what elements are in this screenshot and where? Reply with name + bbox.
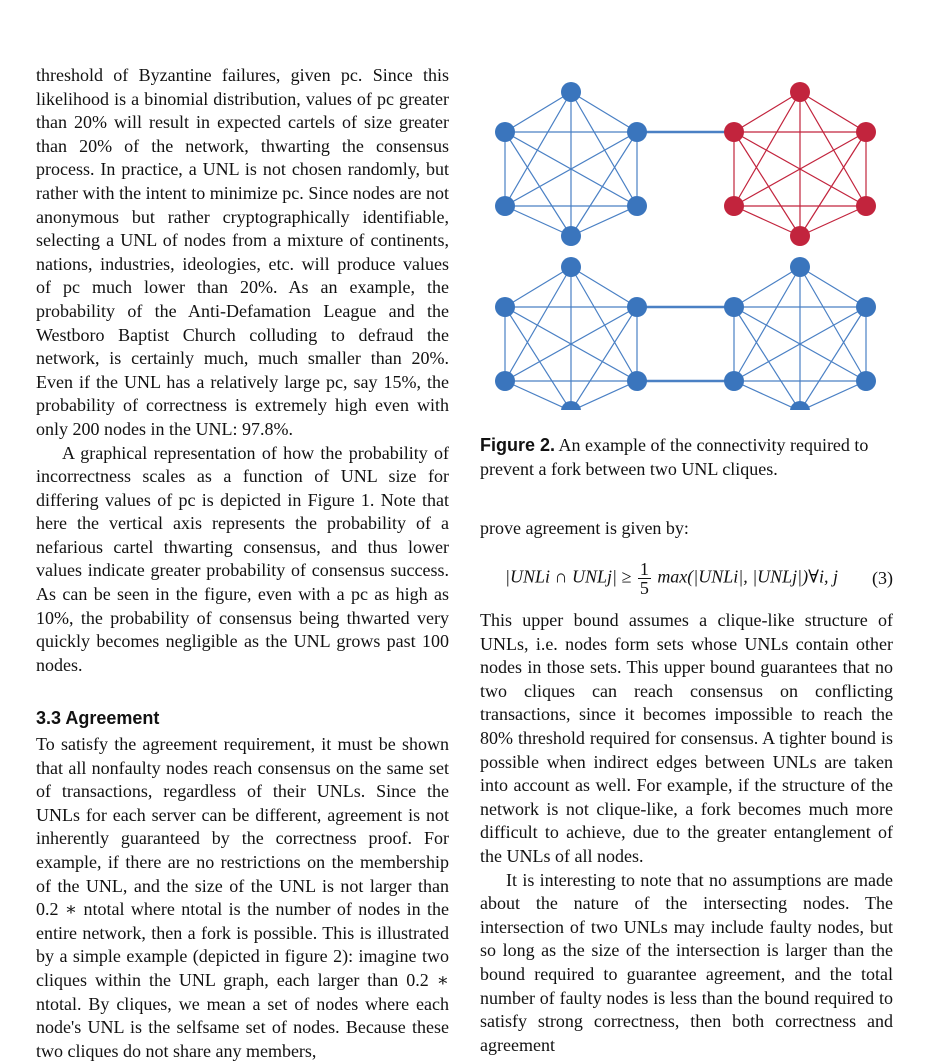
top-left-node xyxy=(627,122,647,142)
bottom-right-clique-edge xyxy=(800,267,866,307)
bottom-right-node xyxy=(856,371,876,391)
bottom-left-clique-edge xyxy=(505,307,571,410)
top-right-node xyxy=(856,122,876,142)
bottom-left-node xyxy=(495,371,515,391)
top-right-clique-edge xyxy=(734,92,800,132)
bottom-right-node xyxy=(856,297,876,317)
bottom-left-clique-edge xyxy=(505,267,571,307)
top-left-node xyxy=(495,122,515,142)
equation-number: (3) xyxy=(872,567,893,588)
paragraph-upper-bound: This upper bound assumes a clique-like structure of UNLs, i.e. nodes form sets whose UNLs contain other nodes in those sets. This upper bound guarantees that no two cliques can reach consensus on conflicting transactions, since it becomes impossible to reach the 80% threshold required for consensus. A tighter bound is possible when indirect edges between UNLs are taken into account as well. For example, if the structure of the network is not clique-like, a fork becomes much more difficult to achieve, due to the greater entanglement of the UNLs of all nodes. xyxy=(480,610,893,866)
top-left-node xyxy=(495,196,515,216)
bottom-right-node xyxy=(724,297,744,317)
bottom-left-node xyxy=(561,401,581,410)
equation-body xyxy=(480,560,863,597)
equation-fraction-numerator: 1 xyxy=(639,558,649,579)
top-right-clique-edge xyxy=(734,92,800,206)
equation-lhs: |UNLi ∩ UNLj| ≥ xyxy=(505,566,632,587)
bottom-right-clique-edge xyxy=(734,307,800,410)
bottom-right-clique-edge xyxy=(734,267,800,381)
equation-fraction xyxy=(638,560,651,597)
top-right-node xyxy=(790,226,810,246)
bottom-left-clique-edge xyxy=(571,307,637,410)
top-right-clique-edge xyxy=(800,92,866,132)
top-right-node xyxy=(790,82,810,102)
bottom-left-node xyxy=(495,297,515,317)
bottom-left-node xyxy=(627,371,647,391)
figure-2-clique-graph xyxy=(480,70,890,410)
bottom-right-node xyxy=(790,401,810,410)
figure-caption xyxy=(480,434,893,481)
equation-3 xyxy=(480,548,893,608)
paragraph-agreement: To satisfy the agreement requirement, it must be shown that all nonfaulty nodes reach consensus on the same set of transactions, regardless of their UNLs. Since the UNLs for each server can be different, agreement is not inherently guaranteed by the correctness proof. For example, if there are no restrictions on the membership of the UNL, and the size of the UNL is not larger than 0.2 ∗ ntotal where ntotal is the number of nodes in the entire network, then a fork is possible. This is illustrated by a simple example (depicted in figure 2): imagine two cliques within the UNL graph, each larger than 0.2 ∗ ntotal. By cliques, we mean a set of nodes where each node's UNL is the selfsame set of nodes. Because these two cliques do not share any members, xyxy=(36,734,449,1061)
top-right-node xyxy=(856,196,876,216)
top-right-node xyxy=(724,196,744,216)
top-left-node xyxy=(627,196,647,216)
top-left-clique-edge xyxy=(505,92,571,132)
bottom-left-clique-edge xyxy=(571,267,637,307)
bottom-right-node xyxy=(790,257,810,277)
figure-caption-label: Figure 2. xyxy=(480,435,556,455)
equation-lead xyxy=(480,517,893,541)
equation-rhs: max(|UNLi|, |UNLj|)∀i, j xyxy=(657,566,838,587)
graph-edges xyxy=(505,92,866,410)
top-right-clique-edge xyxy=(800,92,866,206)
top-left-clique-edge xyxy=(505,92,571,206)
bottom-left-clique-edge xyxy=(505,267,571,381)
paragraph-byzantine-threshold: threshold of Byzantine failures, given pc. Since this likelihood is a binomial distribution, values of pc greater than 20% will result in expected cartels of size greater than 20% of the network, thwarting the consensus process. In practice, a UNL is not chosen randomly, but rather with the intent to minimize pc. Since nodes are not anonymous but rather cryptographically identifiable, selecting a UNL of nodes from a mixture of continents, nations, industries, ideologies, etc. will produce values of pc much lower than 20%. As an example, the probability of the Anti-Defamation League and the Westboro Baptist Church colluding to defraud the network, is certainly much, much smaller than 20%. Even if the UNL has a relatively large pc, say 15%, the probability of correctness is extremely high even with only 200 nodes in the UNL: 97.8%. xyxy=(36,65,449,439)
right-column-body xyxy=(480,609,893,1057)
equation-lead-text: prove agreement is given by: xyxy=(480,518,689,538)
top-left-clique-edge xyxy=(571,92,637,132)
bottom-right-clique-edge xyxy=(800,307,866,410)
paragraph-intersecting-nodes: It is interesting to note that no assumptions are made about the nature of the intersecting nodes. The intersection of two UNLs may include faulty nodes, but so long as the size of the intersection is larger than the bound required to guarantee agreement, and the total number of faulty nodes is less than the bound required to satisfy strong correctness, then both correctness and agreement xyxy=(480,869,893,1055)
bottom-left-node xyxy=(627,297,647,317)
left-column xyxy=(36,64,449,1063)
bottom-right-clique-edge xyxy=(734,267,800,307)
bottom-right-node xyxy=(724,371,744,391)
bottom-right-clique-edge xyxy=(800,267,866,381)
top-left-node xyxy=(561,82,581,102)
equation-fraction-denominator: 5 xyxy=(639,577,649,598)
section-heading-agreement: 3.3 Agreement xyxy=(36,708,160,729)
figure-caption-text: An example of the connectivity required to prevent a fork between two UNL cliques. xyxy=(480,435,869,479)
bottom-left-node xyxy=(561,257,581,277)
top-left-clique-edge xyxy=(571,92,637,206)
top-right-node xyxy=(724,122,744,142)
bottom-left-clique-edge xyxy=(571,267,637,381)
paragraph-graphical-representation: A graphical representation of how the probability of incorrectness scales as a function of UNL size for differing values of pc is depicted in Figure 1. Note that here the vertical axis represents the probability of a nefarious cartel thwarting consensus, and thus lower values indicate greater probability of consensus success. As can be seen in the figure, even with a pc as high as 10%, the probability of consensus being thwarted very quickly becomes negligible as the UNL grows past 100 nodes. xyxy=(36,442,449,675)
top-left-node xyxy=(561,226,581,246)
